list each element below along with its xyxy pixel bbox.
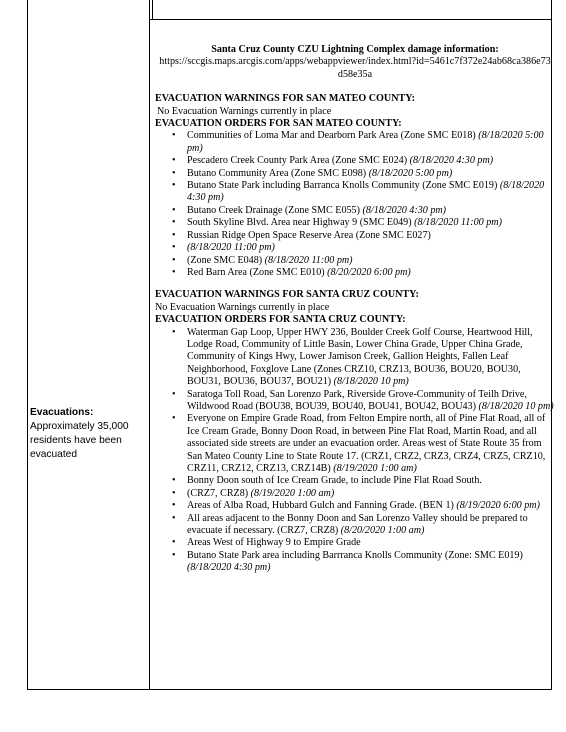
list-item	[155, 500, 555, 512]
order-timestamp: (8/20/2020 6:00 pm)	[327, 266, 411, 278]
table-column-divider	[149, 0, 150, 690]
order-area-text: South Skyline Blvd. Area near Highway 9 (SMC E049)	[187, 217, 415, 229]
order-timestamp: (8/18/2020 4:30 pm)	[187, 562, 271, 574]
san-mateo-orders-list	[155, 130, 555, 279]
inner-column-divider	[152, 0, 153, 20]
order-timestamp: (8/18/2020 11:00 pm)	[414, 217, 502, 229]
damage-info-title: Santa Cruz County CZU Lightning Complex damage information:	[211, 44, 499, 55]
order-area-text: Areas of Alba Road, Hubbard Gulch and Fanning Grade. (BEN 1)	[187, 500, 457, 512]
damage-info-link[interactable]: https://sccgis.maps.arcgis.com/apps/webappviewer/index.html?id=5461c7f372e24ab68ca386e73d58e35a	[159, 56, 551, 80]
san-mateo-warnings-note: No Evacuation Warnings currently in place	[157, 105, 332, 117]
san-mateo-warnings-heading: EVACUATION WARNINGS FOR SAN MATEO COUNTY:	[155, 93, 415, 105]
order-area-text: Bonny Doon south of Ice Cream Grade, to include Pine Flat Road South.	[187, 475, 482, 487]
order-area-text: Butano Creek Drainage (Zone SMC E055)	[187, 204, 363, 216]
table-top-rule	[149, 19, 552, 20]
order-timestamp: (8/19/2020 1:00 am)	[250, 487, 335, 499]
order-area-text: (CRZ7, CRZ8)	[187, 487, 251, 499]
order-timestamp: (8/20/2020 1:00 am)	[340, 525, 425, 537]
order-timestamp: (8/18/2020 5:00 pm)	[187, 130, 544, 154]
santa-cruz-warnings-heading: EVACUATION WARNINGS FOR SANTA CRUZ COUNTY:	[155, 289, 419, 301]
order-timestamp: (8/18/2020 11:00 pm)	[264, 254, 353, 266]
evacuation-details-cell	[155, 44, 555, 575]
order-area-text: (Zone SMC E048)	[187, 254, 265, 266]
order-timestamp: (8/18/2020 10 pm)	[333, 376, 409, 388]
list-item	[155, 205, 555, 217]
list-item	[155, 267, 555, 279]
order-area-text: Waterman Gap Loop, Upper HWY 236, Boulder Creek Golf Course, Heartwood Hill, Lodge Road, Community of Little Basin, Lower China Grade, Upper China Grade, Community of Kings Hwy, Lower Jamison Creek, Gallion Heights, Fallen Leaf Neighborhood, Foxglove Lane (Zones CRZ10, CRZ13, BOU36, BOU20, BOU30, BOU31, BOU36, BOU37, BOU21)	[187, 326, 533, 388]
order-timestamp: (8/18/2020 4:30 pm)	[409, 155, 494, 167]
santa-cruz-orders-heading: EVACUATION ORDERS FOR SANTA CRUZ COUNTY:	[155, 314, 406, 326]
list-item	[155, 389, 555, 414]
evacuations-label: Evacuations:	[30, 407, 94, 418]
san-mateo-orders-heading: EVACUATION ORDERS FOR SAN MATEO COUNTY:	[155, 118, 402, 130]
order-area-text: Butano State Park area including Barrranca Knolls Community (Zone: SMC E019)	[187, 549, 523, 561]
santa-cruz-orders-list	[155, 327, 555, 575]
order-area-text: Red Barn Area (Zone SMC E010)	[187, 266, 328, 278]
santa-cruz-warnings-note: No Evacuation Warnings currently in place	[155, 301, 330, 313]
order-area-text: Communities of Loma Mar and Dearborn Park Area (Zone SMC E018)	[187, 130, 479, 142]
list-item	[155, 230, 555, 242]
list-item	[155, 242, 555, 254]
order-area-text: Pescadero Creek County Park Area (Zone SMC E024)	[187, 155, 410, 167]
list-item	[155, 413, 555, 475]
list-item	[155, 180, 555, 205]
order-area-text: Butano State Park including Barranca Knolls Community (Zone SMC E019)	[187, 180, 500, 192]
order-timestamp: (8/18/2020 5:00 pm)	[368, 167, 453, 179]
list-item	[155, 217, 555, 229]
order-timestamp: (8/19/2020 6:00 pm)	[456, 500, 540, 512]
list-item	[155, 327, 555, 389]
order-timestamp: (8/19/2020 1:00 am)	[333, 463, 417, 474]
list-item	[155, 488, 555, 500]
order-timestamp: (8/18/2020 11:00 pm)	[187, 242, 275, 254]
list-item	[155, 255, 555, 267]
list-item	[155, 513, 555, 538]
evacuations-cell	[30, 406, 148, 462]
order-area-text: Saratoga Toll Road, San Lorenzo Park, Riverside Grove-Community of Teilh Drive, Wildwood Road (BOU38, BOU39, BOU40, BOU41, BOU42, BOU43)	[187, 388, 527, 412]
list-item	[155, 130, 555, 155]
order-area-text: Russian Ridge Open Space Reserve Area (Zone SMC E027)	[187, 229, 431, 241]
list-item	[155, 168, 555, 180]
order-area-text: All areas adjacent to the Bonny Doon and San Lorenzo Valley should be prepared to evacuate if necessary. (CRZ7, CRZ8)	[187, 512, 528, 537]
order-timestamp: (8/18/2020 4:30 pm)	[187, 180, 545, 204]
list-item	[155, 475, 555, 487]
list-item	[155, 155, 555, 167]
order-area-text: Everyone on Empire Grade Road, from Felton Empire north, all of Pine Flat Road, all of Ice Cream Grade, Bonny Doon Road, in between Pine Flat Road, Martin Road, and all associated side streets are under an evacuation order. Areas west of State Route 35 from San Mateo County Line to State Route 17. (CRZ1, CRZ2, CRZ3, CRZ4, CRZ5, CRZ10, CRZ11, CRZ12, CRZ13, CRZ14B)	[187, 413, 546, 474]
order-area-text: Areas West of Highway 9 to Empire Grade	[187, 537, 361, 549]
order-area-text: Butano Community Area (Zone SMC E098)	[187, 167, 369, 179]
table-bottom-border	[27, 689, 552, 690]
order-timestamp: (8/18/2020 10 pm)	[478, 400, 554, 412]
table-left-border	[27, 0, 28, 690]
evacuations-count-text: Approximately 35,000 residents have been evacuated	[30, 421, 129, 460]
list-item	[155, 550, 555, 575]
order-timestamp: (8/18/2020 4:30 pm)	[362, 204, 447, 216]
list-item	[155, 537, 555, 549]
